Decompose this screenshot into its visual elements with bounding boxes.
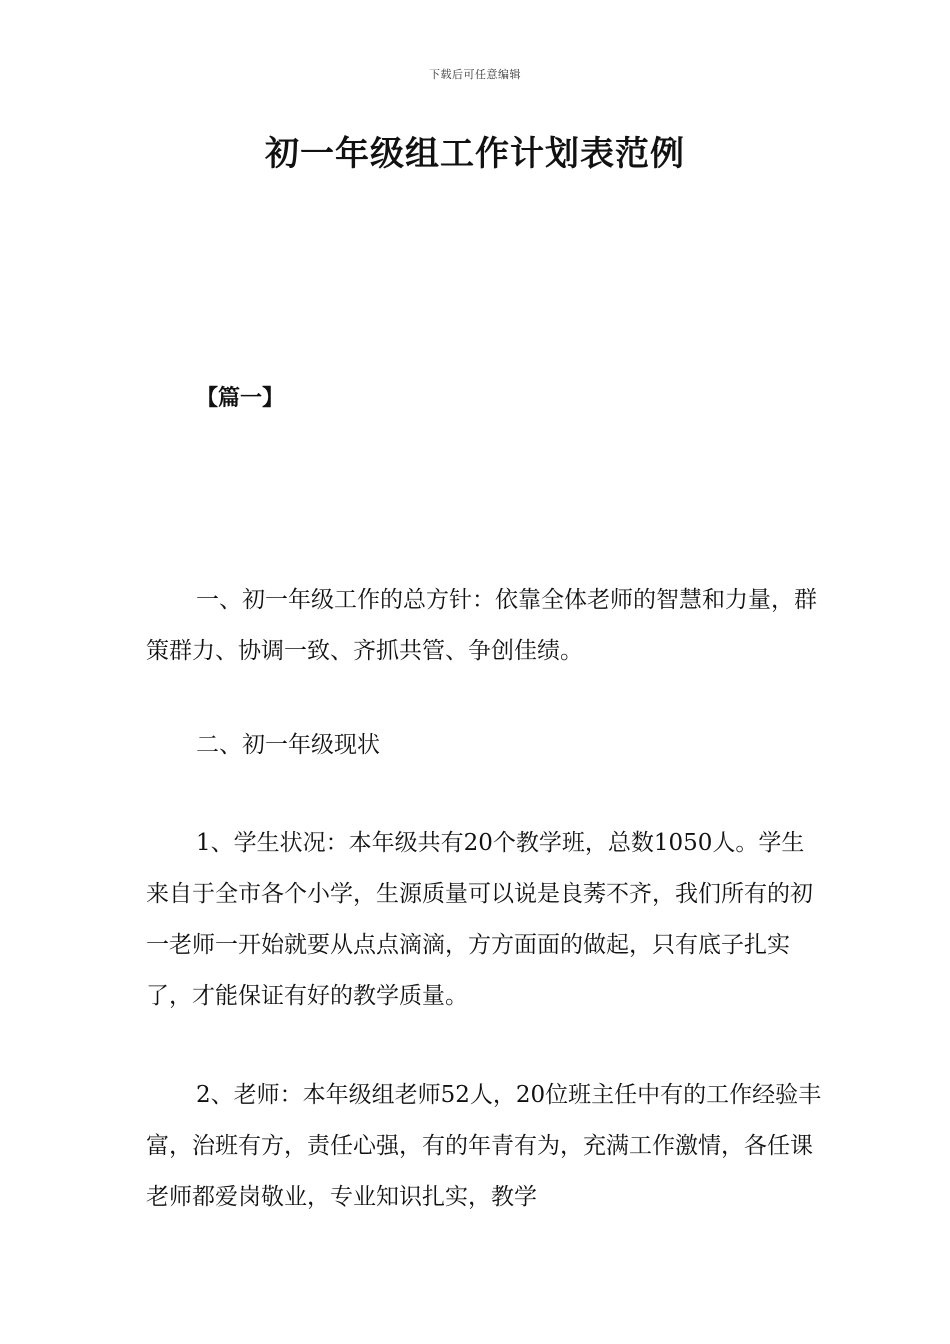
document-title: 初一年级组工作计划表范例 [265, 134, 685, 174]
paragraph-students: 1、学生状况：本年级共有20个教学班，总数1050人。学生来自于全市各个小学，生源质量可以说是良莠不齐，我们所有的初一老师一开始就要从点点滴滴，方方面面的做起，只有底子扎实了，才能保证有好的教学质量。 [146, 830, 813, 1009]
header-note: 下载后可任意编辑 [429, 68, 521, 81]
section-label: 【篇一】 [196, 385, 285, 411]
paragraph-guideline: 一、初一年级工作的总方针：依靠全体老师的智慧和力量，群策群力、协调一致、齐抓共管、争创佳绩。 [146, 587, 817, 664]
paragraph-teachers: 2、老师：本年级组老师52人，20位班主任中有的工作经验丰富，治班有方，责任心强，有的年青有为，充满工作激情，各任课老师都爱岗敬业，专业知识扎实，教学 [146, 1082, 822, 1210]
paragraph-status-heading: 二、初一年级现状 [196, 732, 380, 758]
